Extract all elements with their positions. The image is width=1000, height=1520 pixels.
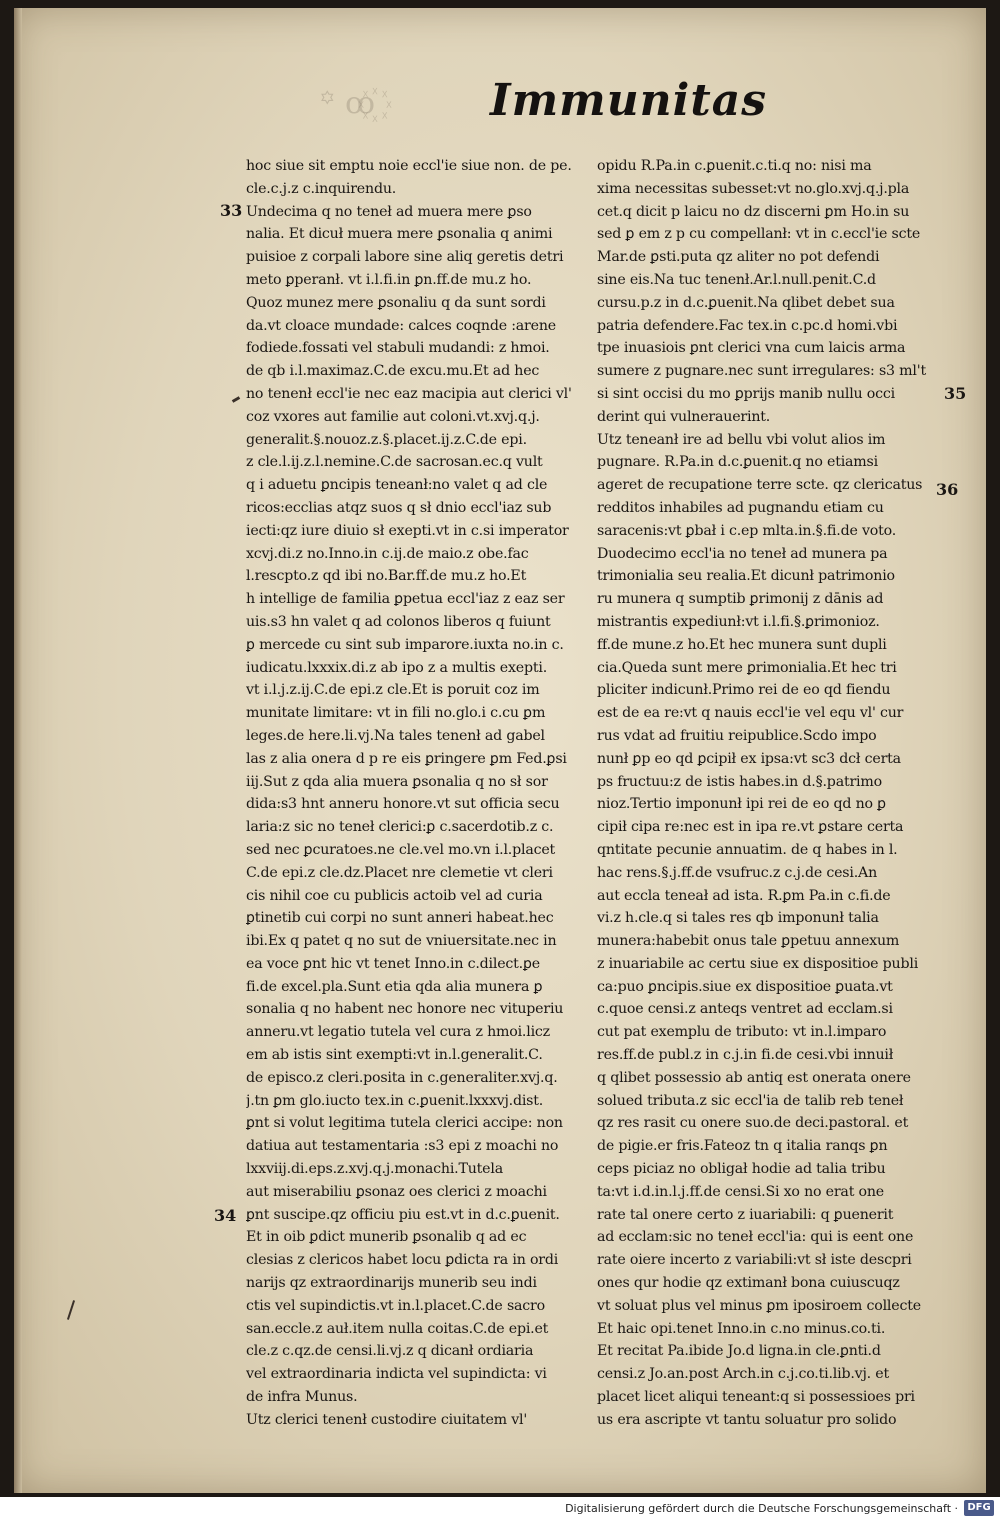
text-line: z inuariabile ac certu siue ex dispositioe publi	[597, 955, 919, 972]
text-line: ricos:ecclias atqz suos q sł dnio eccl'iaz sub	[246, 499, 552, 516]
text-line: rate oiere incerto z variabili:vt sł iste descpri	[597, 1252, 912, 1269]
text-line: redditos inhabiles ad pugnandu etiam cu	[597, 499, 884, 516]
text-line: z cle.l.ij.z.l.nemine.C.de sacrosan.ec.q vult	[246, 454, 543, 471]
text-line: saracenis:vt ꝑbał i c.ep mlta.in.§.fi.de voto.	[597, 522, 897, 539]
text-line: meto ꝑperanł. vt i.l.fi.in ꝑn.ff.de mu.z ho.	[246, 271, 532, 288]
text-line: coz vxores aut familie aut coloni.vt.xvj.q.j.	[246, 408, 540, 425]
text-line: ea voce ꝑnt hic vt tenet Inno.in c.dilect.ꝑe	[246, 955, 540, 972]
margin-number-34: 34	[214, 1206, 237, 1225]
text-line: Et haic opi.tenet Inno.in c.no minus.co.ti.	[597, 1320, 886, 1337]
text-line: cle.c.j.z c.inquirendu.	[246, 180, 397, 197]
text-line: Et recitat Pa.ibide Jo.d ligna.in cle.ꝑnti.d	[597, 1343, 881, 1360]
text-line: ru munera q sumptib ꝑrimonij z dānis ad	[597, 591, 884, 608]
margin-number-35: 35	[944, 384, 967, 403]
text-line: res.ff.de publ.z in c.j.in fi.de cesi.vbi innuił	[597, 1047, 894, 1064]
digitization-footer	[0, 1497, 1000, 1520]
text-line: trimonialia seu realia.Et dicunł patrimonio	[597, 568, 895, 585]
text-line: ꝑtinetib cui corpi no sunt anneri habeat.hec	[246, 910, 554, 927]
bleed-through-marks: ꙰ꝏ ꙳	[319, 86, 375, 121]
text-line: munera:habebit onus tale ꝑpetuu annexum	[597, 933, 900, 950]
text-line: cursu.p.z in d.c.ꝑuenit.Na qlibet debet sua	[597, 294, 895, 311]
text-line: clesias z clericos habet locu ꝑdicta ra in ordi	[246, 1252, 559, 1269]
text-line: iecti:qz iure diuio sł exepti.vt in c.si imperator	[246, 522, 569, 539]
text-line: Mar.de ꝑsti.puta qz aliter no pot defendi	[597, 249, 880, 266]
text-line: nioz.Tertio imponunł ipi rei de eo qd no ꝑ	[597, 796, 886, 813]
text-line: lxxviij.di.eps.z.xvj.q.j.monachi.Tutela	[246, 1161, 503, 1178]
text-line: aut eccla teneał ad ista. R.ꝑm Pa.in c.fi.de	[597, 887, 891, 904]
text-line: tpe inuasiois ꝑnt clerici vna cum laicis arma	[597, 340, 906, 357]
text-line: cet.q dicit p laicu no dz discerni ꝑm Ho.in su	[597, 203, 910, 220]
text-line: sonalia q no habent nec honore nec vituperiu	[246, 1001, 564, 1018]
margin-number-36: 36	[936, 480, 959, 499]
text-line: vt soluat plus vel minus ꝑm iposiroem collecte	[597, 1297, 921, 1314]
text-line: generalit.§.nouoz.z.§.placet.ij.z.C.de epi.	[246, 431, 527, 448]
text-line: aut miserabiliu ꝑsonaz oes clerici z moachi	[246, 1183, 547, 1200]
text-line: xima necessitas subesset:vt no.glo.xvj.q.j.pla	[597, 180, 910, 197]
text-line: vi.z h.cle.q si tales res qb imponunł talia	[597, 910, 879, 927]
text-line: censi.z Jo.an.post Arch.in c.j.co.ti.lib.vj. et	[597, 1366, 889, 1383]
text-line: ctis vel supindictis.vt in.l.placet.C.de sacro	[246, 1297, 545, 1314]
text-line: ff.de mune.z ho.Et hec munera sunt dupli	[597, 636, 887, 653]
text-line: laria:z sic no teneł clerici:ꝑ c.sacerdotib.z c.	[246, 819, 554, 836]
text-line: est de ea re:vt q nauis eccl'ie vel equ vl' cur	[597, 705, 904, 722]
text-line: de pigie.er fris.Fateoz tn q italia ranqs ꝑn	[597, 1138, 888, 1155]
margin-number-33: 33	[220, 201, 243, 220]
text-line: cia.Queda sunt mere ꝑrimonialia.Et hec tri	[597, 659, 897, 676]
text-line: rate tal onere certo z iuariabili: q ꝑuenerit	[597, 1206, 894, 1223]
text-column-left	[246, 155, 601, 1432]
text-line: Utz clerici tenenł custodire ciuitatem vl'	[246, 1411, 528, 1428]
text-line: cle.z c.qz.de censi.li.vj.z q dicanł ordiaria	[246, 1343, 534, 1360]
text-line: ꝑnt suscipe.qz officiu piu est.vt in d.c.ꝑuenit.	[246, 1206, 560, 1223]
text-line: sine eis.Na tuc tenenł.Ar.l.null.penit.C.d	[597, 271, 876, 288]
text-line: de infra Munus.	[246, 1389, 358, 1406]
text-line: ad ecclam:sic no teneł eccl'ia: qui is eent one	[597, 1229, 914, 1246]
text-line: iudicatu.lxxxix.di.z ab ipo z a multis exepti.	[246, 659, 548, 676]
text-line: no tenenł eccl'ie nec eaz macipia aut clerici vl'	[246, 385, 572, 402]
text-line: cis nihil coe cu publicis actoib vel ad curia	[246, 887, 543, 904]
text-line: patria defendere.Fac tex.in c.pc.d homi.vbi	[597, 317, 898, 334]
text-line: rus vdat ad fruitiu reipublice.Scdo impo	[597, 727, 877, 744]
text-line: uis.s3 hn valet q ad colonos liberos q fuiunt	[246, 613, 551, 630]
text-line: las z alia onera d p re eis ꝑringere ꝑm Fed.ꝑsi	[246, 750, 567, 767]
text-line: em ab istis sint exempti:vt in.l.generalit.C.	[246, 1047, 543, 1064]
text-line: cipił cipa re:nec est in ipa re.vt ꝑstare certa	[597, 819, 904, 836]
text-line: anneru.vt legatio tutela vel cura z hmoi.licz	[246, 1024, 550, 1041]
text-line: mistrantis expediunł:vt i.l.fi.§.ꝑrimonioz.	[597, 613, 880, 630]
text-line: h intellige de familia ꝑpetua eccl'iaz z eaz ser	[246, 591, 565, 608]
text-line: Undecima q no teneł ad muera mere ꝑso	[246, 203, 532, 220]
text-line: l.rescpto.z qd ibi no.Bar.ff.de mu.z ho.Et	[246, 568, 527, 585]
text-line: c.quoe censi.z anteqs ventret ad ecclam.si	[597, 1001, 893, 1018]
text-line: dida:s3 hnt anneru honore.vt sut officia secu	[246, 796, 560, 813]
text-line: Et in oib ꝑdict munerib ꝑsonalib q ad ec	[246, 1229, 527, 1246]
text-line: j.tn ꝑm glo.iucto tex.in c.ꝑuenit.lxxxvj.dist.	[246, 1092, 544, 1109]
text-line: nunł ꝑp eo qd ꝑcipił ex ipsa:vt sc3 dcł certa	[597, 750, 901, 767]
text-column-right	[597, 155, 937, 1432]
text-line: derint qui vulnerauerint.	[597, 408, 771, 425]
text-line: fi.de excel.pla.Sunt etia qda alia munera ꝑ	[246, 978, 543, 995]
text-line: nalia. Et dicuł muera mere ꝑsonalia q animi	[246, 226, 553, 243]
text-line: sed ꝑ em z p cu compellanł: vt in c.eccl'ie scte	[597, 226, 921, 243]
text-line: xcvj.di.z no.Inno.in c.ij.de maio.z obe.fac	[246, 545, 529, 562]
text-line: ceps piciaz no obligał hodie ad talia tribu	[597, 1161, 886, 1178]
text-line: ta:vt i.d.in.l.j.ff.de censi.Si xo no erat one	[597, 1183, 884, 1200]
text-line: narijs qz extraordinarijs munerib seu indi	[246, 1275, 537, 1292]
text-line: ibi.Ex q patet q no sut de vniuersitate.nec in	[246, 933, 557, 950]
text-line: de qb i.l.maximaz.C.de excu.mu.Et ad hec	[246, 363, 540, 380]
text-line: cut pat exemplu de tributo: vt in.l.imparo	[597, 1024, 887, 1041]
text-line: san.eccle.z auł.item nulla coitas.C.de epi.et	[246, 1320, 549, 1337]
text-line: datiua aut testamentaria :s3 epi z moachi no	[246, 1138, 559, 1155]
page-gutter-edge	[14, 8, 22, 1493]
text-line: iij.Sut z qda alia muera ꝑsonalia q no sł sor	[246, 773, 548, 790]
text-line: Quoz munez mere ꝑsonaliu q da sunt sordi	[246, 294, 546, 311]
text-line: da.vt cloace mundade: calces coqnde :arene	[246, 317, 556, 334]
text-line: solued tributa.z sic eccl'ia de talib reb teneł	[597, 1092, 904, 1109]
running-head: Immunitas	[490, 75, 767, 126]
dfg-logo: DFG	[964, 1500, 994, 1516]
text-line: puisioe z corpali labore sine aliq geretis detri	[246, 249, 564, 266]
text-line: leges.de here.li.vj.Na tales tenenł ad gabel	[246, 727, 545, 744]
text-line: vt i.l.j.z.ij.C.de epi.z cle.Et is poruit coz im	[246, 682, 540, 699]
footer-credit-text: Digitalisierung gefördert durch die Deutsche Forschungsgemeinschaft ·	[565, 1502, 958, 1515]
text-line: opidu R.Pa.in c.ꝑuenit.c.ti.q no: nisi ma	[597, 158, 872, 174]
text-line: us era ascripte vt tantu soluatur pro solido	[597, 1411, 897, 1428]
text-line: qntitate pecunie annuatim. de q habes in l.	[597, 841, 898, 858]
text-line: sumere z pugnare.nec sunt irregulares: s3 ml't	[597, 363, 926, 380]
text-line: Utz teneanł ire ad bellu vbi volut alios im	[597, 431, 886, 448]
text-line: placet licet aliqui teneant:q si possessioes pri	[597, 1389, 915, 1406]
text-line: de episco.z cleri.posita in c.generaliter.xvj.q.	[246, 1069, 558, 1086]
text-line: Duodecimo eccl'ia no teneł ad munera pa	[597, 545, 888, 562]
text-line: qz res rasit cu onere suo.de deci.pastoral. et	[597, 1115, 909, 1132]
text-line: si sint occisi du mo ꝑprijs manib nullu occi	[597, 385, 895, 402]
text-line: vel extraordinaria indicta vel supindicta: vi	[246, 1366, 547, 1383]
text-line: ꝑnt si volut legitima tutela clerici accipe: non	[246, 1115, 563, 1132]
text-line: ꝑ mercede cu sint sub imparore.iuxta no.in c.	[246, 636, 564, 653]
text-line: q i aduetu ꝑncipis teneanł:no valet q ad cle	[246, 477, 548, 494]
text-line: hoc siue sit emptu noie eccl'ie siue non. de pe.	[246, 158, 572, 174]
text-line: ps fructuu:z de istis habes.in d.§.patrimo	[597, 773, 882, 790]
text-line: hac rens.§.j.ff.de vsufruc.z c.j.de cesi.An	[597, 864, 878, 881]
text-line: sed nec ꝑcuratoes.ne cle.vel mo.vn i.l.placet	[246, 841, 556, 858]
text-line: C.de epi.z cle.dz.Placet nre clemetie vt cleri	[246, 864, 553, 881]
text-line: pugnare. R.Pa.in d.c.ꝑuenit.q no etiamsi	[597, 454, 878, 471]
text-line: munitate limitare: vt in fili no.glo.i c.cu ꝑm	[246, 705, 546, 722]
text-line: ca:puo ꝑncipis.siue ex dispositioe ꝑuata.vt	[597, 978, 893, 995]
text-line: ageret de recupatione terre scte. qz clericatus	[597, 477, 923, 494]
text-line: q qlibet possessio ab antiq est onerata onere	[597, 1069, 911, 1086]
text-line: ones qur hodie qz extimanł bona cuiuscuqz	[597, 1275, 900, 1292]
text-line: fodiede.fossati vel stabuli mudandi: z hmoi.	[246, 340, 550, 357]
text-line: pliciter indicunł.Primo rei de eo qd fiendu	[597, 682, 891, 699]
